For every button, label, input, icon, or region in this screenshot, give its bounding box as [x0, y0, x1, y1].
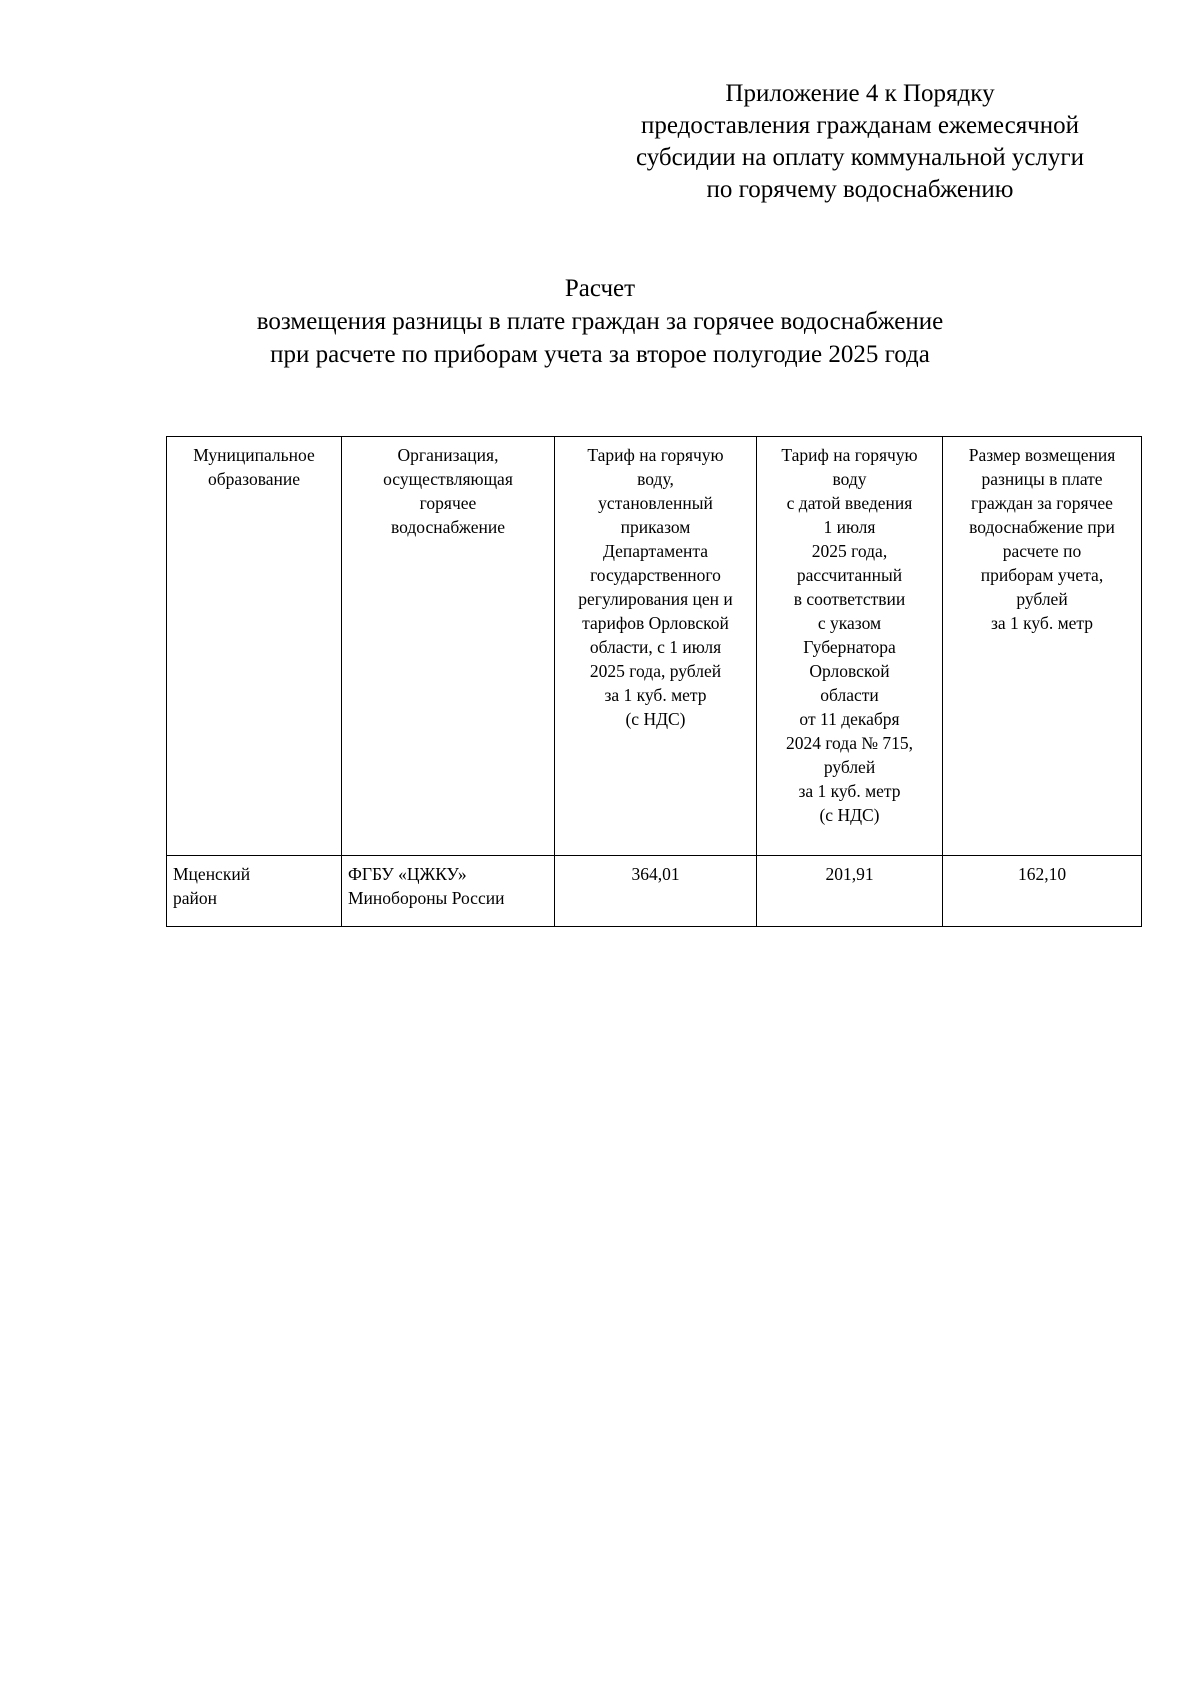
header-line: за 1 куб. метр [798, 781, 901, 801]
cell-compensation: 162,10 [943, 856, 1142, 927]
header-line: Департамента [602, 541, 709, 561]
calculation-table [166, 436, 1142, 927]
appendix-line: предоставления гражданам ежемесячной [640, 112, 1080, 139]
header-line: за 1 куб. метр [604, 685, 707, 705]
cell-line: Мценский [173, 864, 251, 884]
header-line: воду [832, 469, 867, 489]
header-line: (с НДС) [819, 805, 880, 825]
header-municipality [167, 437, 342, 856]
header-line: государственного [590, 565, 721, 585]
title-subtitle-line: возмещения разницы в плате граждан за горячее водоснабжение [256, 308, 944, 335]
header-line: с датой введения [786, 493, 913, 513]
header-line: воду, [637, 469, 674, 489]
header-compensation [943, 437, 1142, 856]
header-line: приказом [620, 517, 691, 537]
header-line: рублей [1016, 589, 1068, 609]
header-line: с указом [817, 613, 882, 633]
header-line: тарифов Орловской [582, 613, 729, 633]
header-line: 2024 года № 715, [785, 733, 914, 753]
header-line: расчете по [1002, 541, 1082, 561]
header-tariff-department [555, 437, 757, 856]
header-line: водоснабжение [391, 517, 505, 537]
header-line: приборам учета, [980, 565, 1104, 585]
cell-tariff-department: 364,01 [555, 856, 757, 927]
header-line: за 1 куб. метр [990, 613, 1094, 633]
cell-organization [342, 856, 555, 927]
cell-line: район [173, 888, 217, 908]
cell-municipality [167, 856, 342, 927]
appendix-header [600, 78, 1120, 206]
appendix-line: Приложение 4 к Порядку [725, 80, 995, 107]
header-line: Тариф на горячую [781, 445, 918, 465]
header-line: области [820, 685, 879, 705]
header-line: от 11 декабря [799, 709, 900, 729]
header-line: рассчитанный [796, 565, 903, 585]
appendix-line: субсидии на оплату коммунальной услуги [635, 144, 1085, 171]
header-line: области, с 1 июля [589, 637, 722, 657]
header-line: граждан за горячее [971, 493, 1113, 513]
header-line: установленный [598, 493, 713, 513]
header-line: Размер возмещения [968, 445, 1116, 465]
header-line: 2025 года, рублей [589, 661, 722, 681]
header-line: образование [207, 469, 301, 489]
appendix-line: по горячему водоснабжению [706, 176, 1014, 203]
header-line: рублей [823, 757, 876, 777]
header-line: Тариф на горячую [587, 445, 724, 465]
header-line: горячее [419, 493, 477, 513]
table-header-row [167, 437, 1142, 856]
header-line: 2025 года, [811, 541, 888, 561]
cell-line: ФГБУ «ЦЖКУ» [348, 864, 467, 884]
header-line: разницы в плате [981, 469, 1103, 489]
header-tariff-governor [757, 437, 943, 856]
title-heading: Расчет [564, 275, 636, 302]
header-line: осуществляющая [383, 469, 513, 489]
document-title [200, 272, 1000, 371]
header-organization [342, 437, 555, 856]
header-line: (с НДС) [625, 709, 686, 729]
title-subtitle-line: при расчете по приборам учета за второе полугодие 2025 года [270, 341, 930, 368]
table-row [167, 856, 1142, 927]
header-line: Муниципальное [193, 445, 315, 465]
header-line: регулирования цен и [578, 589, 733, 609]
header-line: 1 июля [823, 517, 876, 537]
header-line: Губернатора [803, 637, 896, 657]
cell-line: Минобороны России [348, 888, 505, 908]
cell-tariff-governor: 201,91 [757, 856, 943, 927]
header-line: Организация, [397, 445, 499, 465]
header-line: в соответствии [793, 589, 906, 609]
header-line: водоснабжение при [969, 517, 1115, 537]
header-line: Орловской [809, 661, 890, 681]
